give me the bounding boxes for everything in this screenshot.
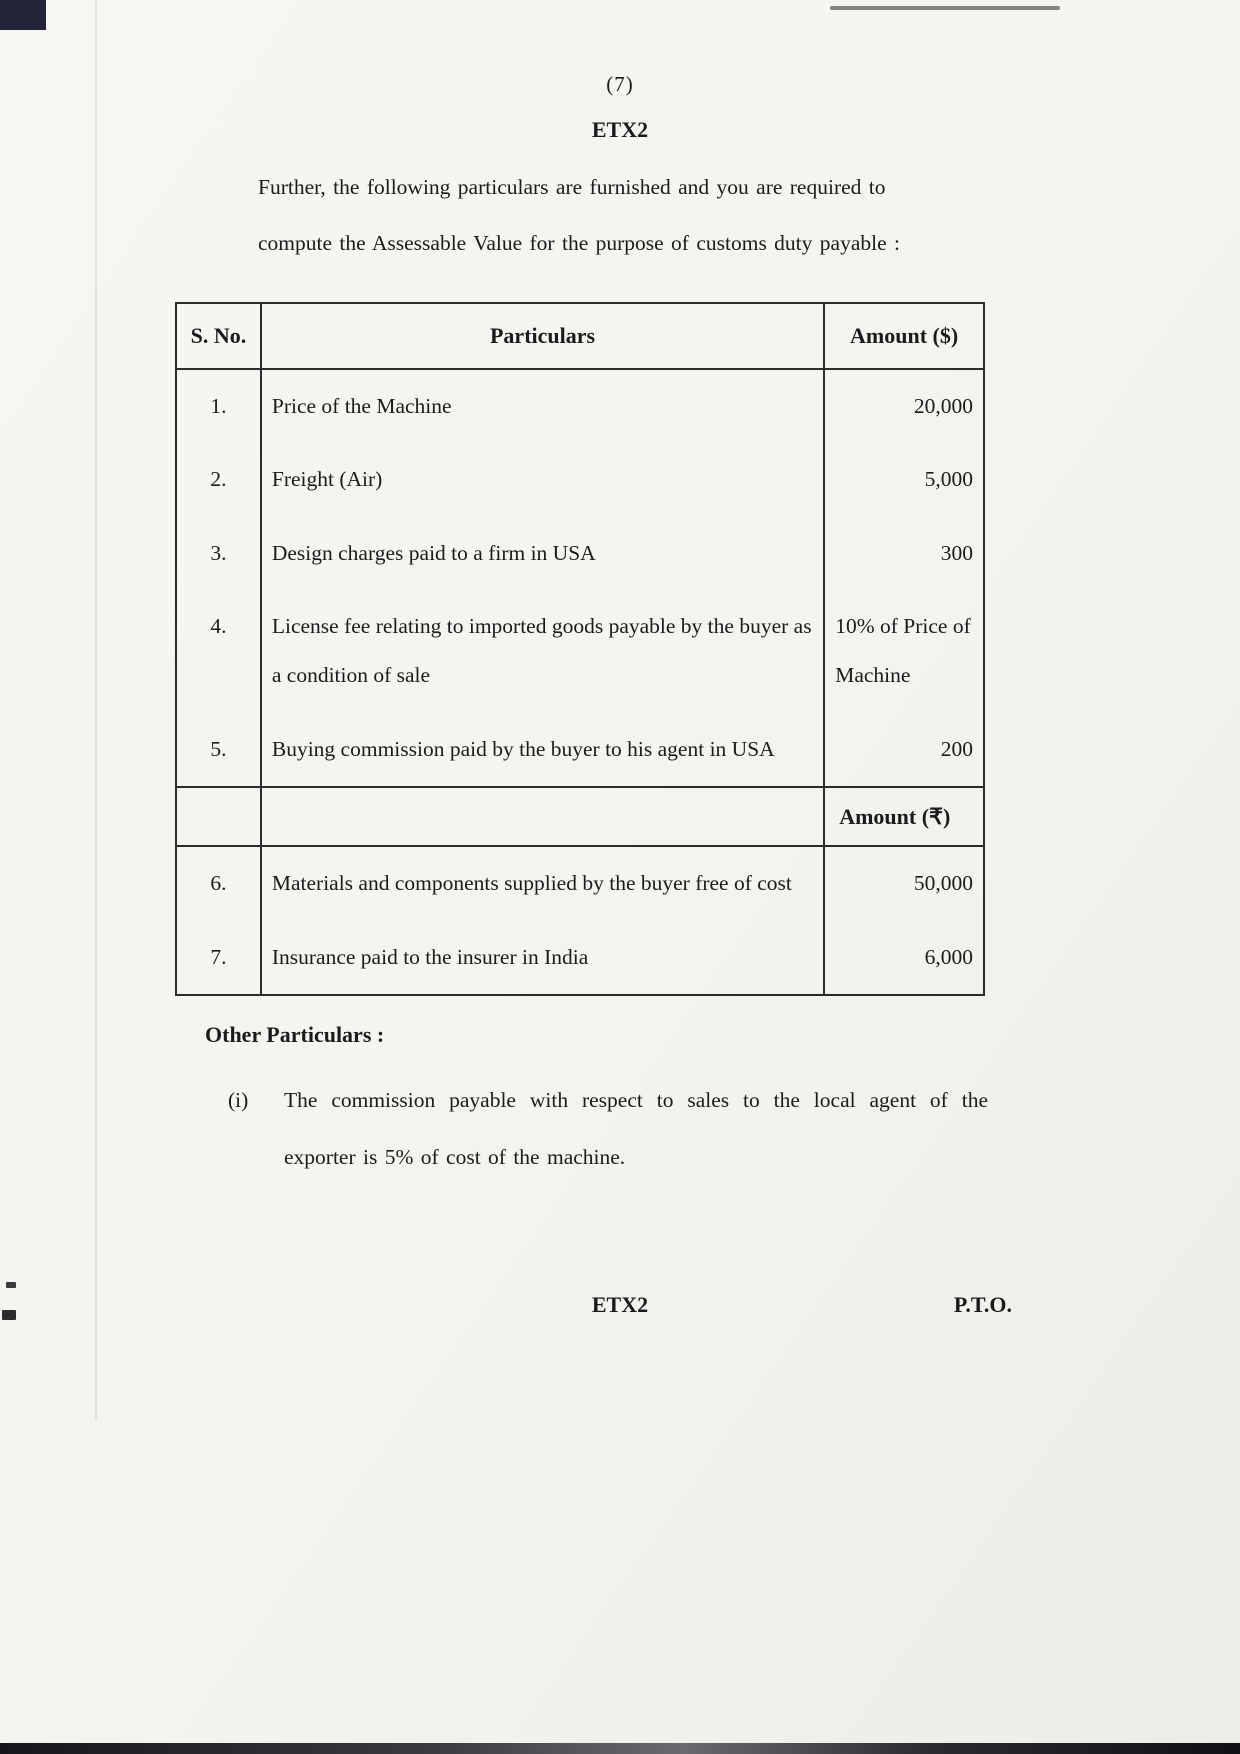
table-body	[176, 369, 984, 996]
header-sno: S. No.	[176, 303, 261, 369]
scan-strip-bottom	[0, 1743, 1240, 1754]
row-particulars: Design charges paid to a firm in USA	[261, 517, 824, 590]
row-amount: 300	[824, 517, 984, 590]
particulars-table	[175, 302, 985, 997]
row-amount: 10% of Price of Machine	[824, 590, 984, 713]
table-row	[176, 517, 984, 590]
table-row	[176, 443, 984, 516]
header-amount-usd: Amount ($)	[824, 303, 984, 369]
row-amount: 5,000	[824, 443, 984, 516]
row-particulars: Freight (Air)	[261, 443, 824, 516]
table-row	[176, 846, 984, 920]
row-amount: 50,000	[824, 846, 984, 920]
intro-line-1: Further, the following particulars are furnished and you are required to	[258, 175, 886, 199]
table-header	[176, 303, 984, 369]
row-sno: 7.	[176, 921, 261, 995]
row-particulars: Insurance paid to the insurer in India	[261, 921, 824, 995]
row-sno: 3.	[176, 517, 261, 590]
intro-line-2: compute the Assessable Value for the purpose of customs duty payable :	[258, 231, 900, 256]
row-sno: 6.	[176, 846, 261, 920]
row-sno: 2.	[176, 443, 261, 516]
row-amount: 6,000	[824, 921, 984, 995]
row-particulars: Buying commission paid by the buyer to his agent in USA	[261, 713, 824, 787]
note-marker: (i)	[228, 1088, 249, 1113]
scan-mark-left-small	[6, 1282, 16, 1288]
footer-paper-code: ETX2	[591, 1292, 649, 1317]
note-text: The commission payable with respect to sales to the local agent of the exporter is 5% of cost of the machine.	[284, 1088, 988, 1169]
table-row	[176, 921, 984, 995]
row-sno-empty	[176, 787, 261, 846]
row-amount: 20,000	[824, 369, 984, 443]
page-number: (7)	[606, 72, 634, 96]
table-row	[176, 590, 984, 713]
row-particulars: Price of the Machine	[261, 369, 824, 443]
row-amount: 200	[824, 713, 984, 787]
footer-pto: P.T.O.	[953, 1292, 1012, 1317]
paper-code-heading: ETX2	[591, 117, 649, 142]
header-particulars: Particulars	[261, 303, 824, 369]
row-particulars-empty	[261, 787, 824, 846]
table-row	[176, 713, 984, 787]
intro-paragraph	[258, 159, 988, 272]
header-amount-inr: Amount (₹)	[824, 787, 984, 846]
other-particulars-heading: Other Particulars :	[205, 1022, 385, 1048]
table-header-row	[176, 303, 984, 369]
table-row-inr-header	[176, 787, 984, 846]
row-sno: 1.	[176, 369, 261, 443]
row-sno: 4.	[176, 590, 261, 713]
table-row	[176, 369, 984, 443]
page-footer	[0, 1292, 1240, 1332]
note-item	[228, 1072, 988, 1185]
row-sno: 5.	[176, 713, 261, 787]
row-particulars: Materials and components supplied by the buyer free of cost	[261, 846, 824, 920]
row-particulars: License fee relating to imported goods payable by the buyer as a condition of sale	[261, 590, 824, 713]
